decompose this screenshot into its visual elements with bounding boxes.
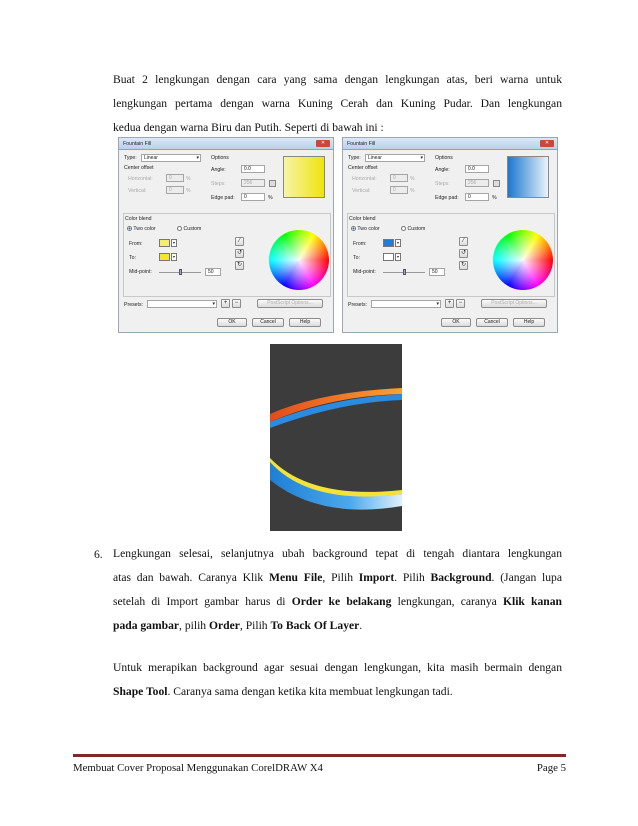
to-back-of-layer-text: To Back Of Layer: [270, 619, 360, 632]
background-text: Background: [430, 571, 492, 584]
percent-label: %: [410, 176, 415, 182]
chevron-down-icon[interactable]: ▾: [172, 240, 175, 245]
step6-line-2: [113, 566, 562, 590]
color-wheel[interactable]: [493, 230, 553, 290]
edge-pad-input[interactable]: 0: [241, 193, 265, 201]
text-run: , pilih: [179, 619, 209, 632]
curves-svg: [270, 344, 402, 531]
steps-input[interactable]: 256: [465, 179, 489, 187]
help-button[interactable]: Help: [513, 318, 545, 327]
custom-label: Custom: [183, 226, 202, 232]
two-color-radio[interactable]: [127, 226, 156, 232]
type-select[interactable]: Linear ▾: [141, 154, 201, 162]
intro-line-3: kedua dengan warna Biru dan Putih. Seperti di bawah ini :: [113, 121, 384, 134]
text-run: lengkungan, caranya: [391, 595, 503, 608]
lock-icon[interactable]: [493, 180, 500, 187]
footer-rule: [73, 754, 566, 757]
step6-line-4: [113, 614, 562, 638]
help-button[interactable]: Help: [289, 318, 321, 327]
text-run: .: [359, 619, 363, 632]
vertical-label: Vertical:: [352, 188, 371, 194]
horizontal-label: Horizontal:: [352, 176, 377, 182]
edge-pad-input[interactable]: 0: [465, 193, 489, 201]
horizontal-label: Horizontal:: [128, 176, 153, 182]
lock-icon[interactable]: [269, 180, 276, 187]
text-run: . Caranya sama dengan ketika kita membuat lengkungan tadi.: [167, 685, 453, 698]
right-click-text: Klik kanan: [502, 595, 562, 608]
mid-point-input[interactable]: 50: [205, 268, 221, 276]
chevron-down-icon[interactable]: ▾: [396, 240, 399, 245]
type-select[interactable]: Linear ▾: [365, 154, 425, 162]
center-offset-label: Center offset: [348, 165, 378, 171]
angle-label: Angle:: [435, 167, 450, 173]
cancel-button[interactable]: Cancel: [252, 318, 284, 327]
postscript-options-button[interactable]: PostScript Options...: [481, 299, 547, 308]
slider-handle[interactable]: [179, 269, 182, 275]
from-color-swatch[interactable]: [383, 239, 394, 247]
menu-file-text: Menu File: [269, 571, 323, 584]
to-color-swatch[interactable]: [159, 253, 170, 261]
dialog-title: Fountain Fill: [347, 141, 376, 147]
angle-input[interactable]: 0.0: [241, 165, 265, 173]
mid-point-label: Mid-point:: [353, 269, 376, 275]
text-run: . (Jangan lupa: [491, 571, 562, 584]
custom-radio[interactable]: [177, 226, 201, 232]
slider-handle[interactable]: [403, 269, 406, 275]
vertical-input[interactable]: 0: [390, 186, 408, 194]
text-run: , Pilih: [322, 571, 359, 584]
options-label: Options: [211, 155, 229, 161]
footer-title: Membuat Cover Proposal Menggunakan CorelDRAW X4: [73, 762, 323, 774]
options-label: Options: [435, 155, 453, 161]
mid-point-label: Mid-point:: [129, 269, 152, 275]
mid-point-input[interactable]: 50: [429, 268, 445, 276]
gradient-preview: [283, 156, 325, 198]
intro-line-1: Buat 2 lengkungan dengan cara yang sama dengan lengkungan atas, beri warna untuk: [113, 73, 562, 86]
ok-button[interactable]: OK: [217, 318, 247, 327]
close-icon[interactable]: ✕: [540, 140, 554, 147]
add-preset-icon[interactable]: +: [445, 299, 454, 308]
clockwise-path-icon[interactable]: ↻: [460, 262, 467, 268]
from-label: From:: [353, 241, 367, 247]
to-label: To:: [129, 255, 136, 261]
on-image-text: pada gambar: [113, 619, 180, 632]
order-menu-text: Order: [208, 619, 240, 632]
dialog-title: Fountain Fill: [123, 141, 152, 147]
custom-label: Custom: [407, 226, 426, 232]
counterclockwise-path-icon[interactable]: ↺: [460, 250, 467, 256]
from-label: From:: [129, 241, 143, 247]
to-label: To:: [353, 255, 360, 261]
shape-tool-line-1: Untuk merapikan background agar sesuai dengan lengkungan, kita masih bermain dengan: [113, 661, 562, 674]
direct-path-icon[interactable]: ⁄: [459, 237, 468, 246]
angle-input[interactable]: 0.0: [465, 165, 489, 173]
fountain-fill-dialog-blue: [342, 137, 558, 333]
remove-preset-icon[interactable]: −: [456, 299, 465, 308]
two-color-label: Two color: [133, 226, 156, 232]
step-number: 6.: [94, 548, 103, 561]
steps-label: Steps:: [435, 181, 450, 187]
fountain-fill-dialog-yellow: [118, 137, 334, 333]
postscript-options-button[interactable]: PostScript Options...: [257, 299, 323, 308]
order-text: Order ke belakang: [291, 595, 392, 608]
add-preset-icon[interactable]: +: [221, 299, 230, 308]
chevron-down-icon[interactable]: ▾: [396, 254, 399, 259]
type-label: Type:: [124, 155, 137, 161]
presets-label: Presets:: [124, 302, 144, 308]
text-run: . Pilih: [394, 571, 431, 584]
steps-input[interactable]: 256: [241, 179, 265, 187]
radio-icon: [351, 226, 356, 231]
remove-preset-icon[interactable]: −: [232, 299, 241, 308]
horizontal-input[interactable]: 0: [166, 174, 184, 182]
presets-label: Presets:: [348, 302, 368, 308]
vertical-input[interactable]: 0: [166, 186, 184, 194]
custom-radio[interactable]: [401, 226, 425, 232]
import-text: Import: [358, 571, 395, 584]
presets-select[interactable]: [147, 300, 217, 308]
percent-label: %: [186, 176, 191, 182]
type-label: Type:: [348, 155, 361, 161]
steps-label: Steps:: [211, 181, 226, 187]
counterclockwise-path-icon[interactable]: ↺: [236, 250, 243, 256]
presets-select[interactable]: [371, 300, 441, 308]
to-color-swatch[interactable]: [383, 253, 394, 261]
dialog-title-bar: [343, 138, 557, 150]
horizontal-input[interactable]: 0: [390, 174, 408, 182]
center-offset-label: Center offset: [124, 165, 154, 171]
percent-label: %: [186, 188, 191, 194]
percent-label: %: [410, 188, 415, 194]
shape-tool-text: Shape Tool: [113, 685, 168, 698]
lower-curve-blue: [270, 462, 402, 510]
percent-label: %: [268, 195, 273, 201]
gradient-preview: [507, 156, 549, 198]
cancel-button[interactable]: Cancel: [476, 318, 508, 327]
angle-label: Angle:: [211, 167, 226, 173]
chevron-down-icon[interactable]: ▾: [172, 254, 175, 259]
radio-icon: [127, 226, 132, 231]
shape-tool-line-2: [113, 680, 562, 704]
dialog-title-bar: [119, 138, 333, 150]
curves-artwork: [270, 344, 402, 531]
color-blend-label: Color blend: [349, 216, 376, 222]
ok-button[interactable]: OK: [441, 318, 471, 327]
from-color-swatch[interactable]: [159, 239, 170, 247]
color-blend-label: Color blend: [125, 216, 152, 222]
edge-pad-label: Edge pad:: [435, 195, 459, 201]
clockwise-path-icon[interactable]: ↻: [236, 262, 243, 268]
intro-paragraph: [113, 68, 562, 140]
step6-line-1: Lengkungan selesai, selanjutnya ubah background tepat di tengah diantara lengkungan: [113, 547, 562, 560]
page-number: Page 5: [536, 762, 566, 774]
radio-icon: [401, 226, 406, 231]
step6-paragraph: [113, 542, 562, 638]
two-color-label: Two color: [357, 226, 380, 232]
color-wheel[interactable]: [269, 230, 329, 290]
radio-icon: [177, 226, 182, 231]
vertical-label: Vertical:: [128, 188, 147, 194]
shape-tool-paragraph: [113, 656, 562, 704]
close-icon[interactable]: ✕: [316, 140, 330, 147]
direct-path-icon[interactable]: ⁄: [235, 237, 244, 246]
two-color-radio[interactable]: [351, 226, 380, 232]
text-run: , Pilih: [239, 619, 271, 632]
percent-label: %: [492, 195, 497, 201]
text-run: atas dan bawah. Caranya Klik: [113, 571, 269, 584]
edge-pad-label: Edge pad:: [211, 195, 235, 201]
text-run: setelah di Import gambar harus di: [113, 595, 292, 608]
step6-line-3: [113, 590, 562, 614]
intro-line-2: lengkungan pertama dengan warna Kuning Cerah dan Kuning Pudar. Dan lengkungan: [113, 97, 562, 110]
